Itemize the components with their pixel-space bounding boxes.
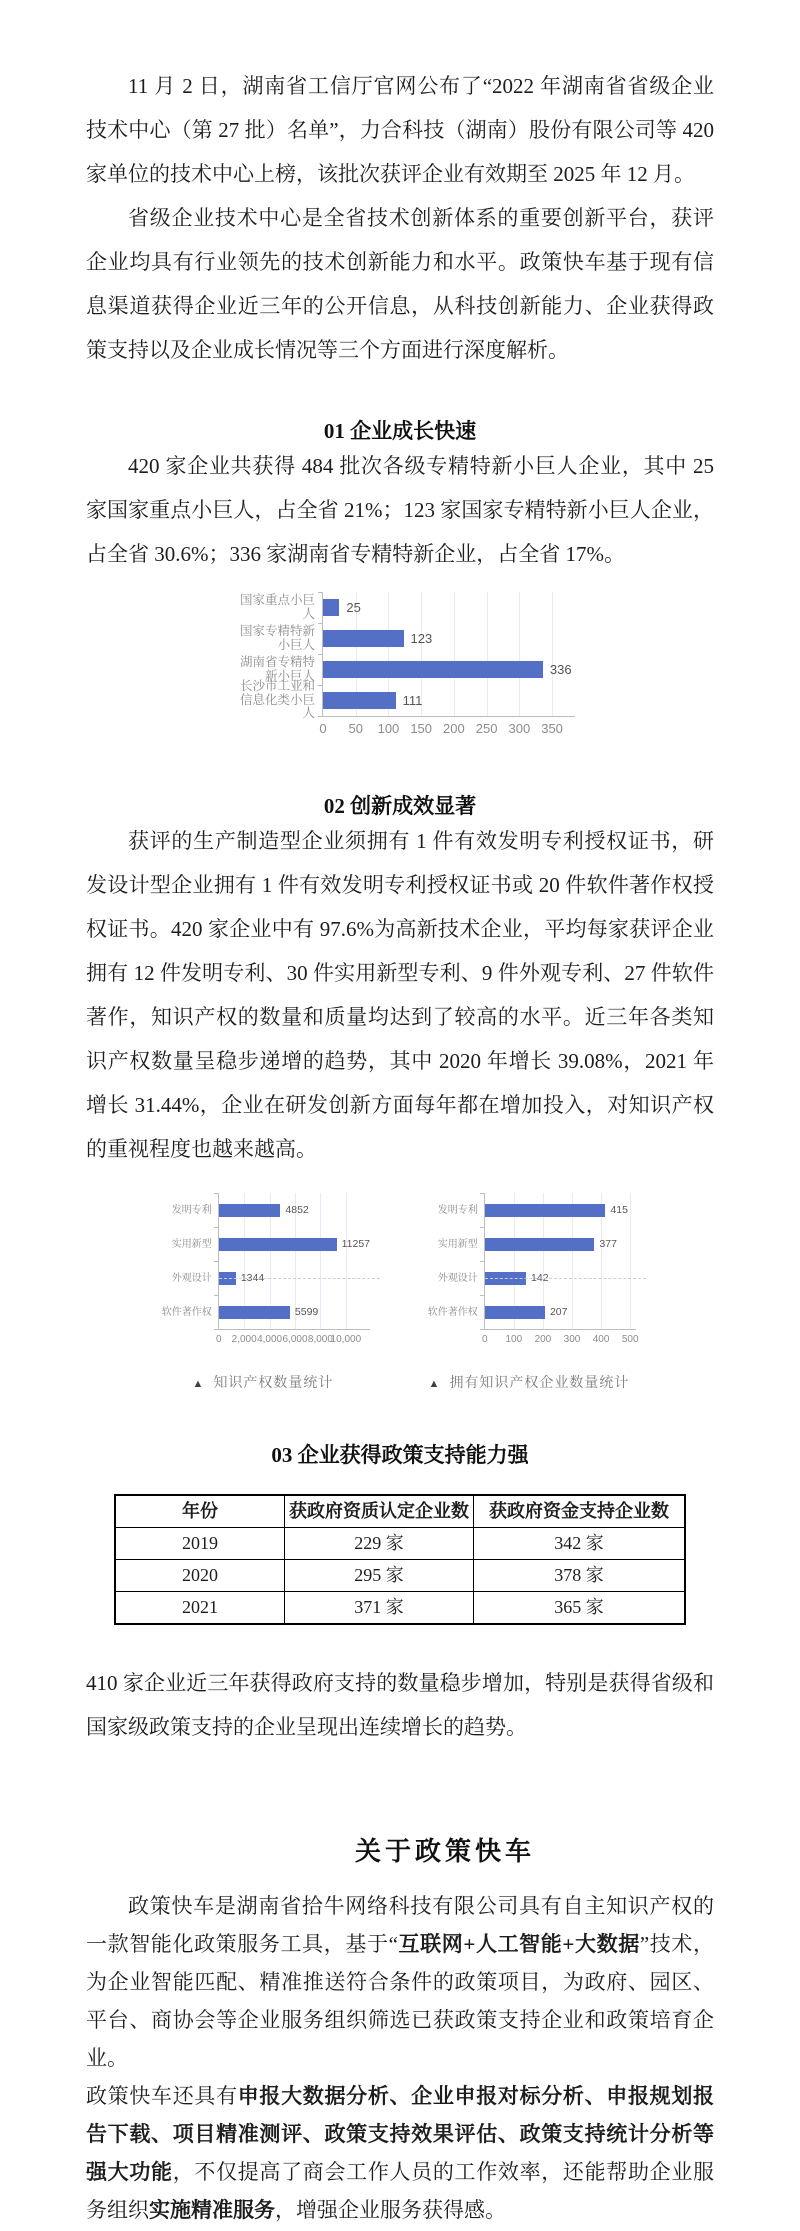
- bar: [323, 661, 543, 678]
- section-2-paragraph: 获评的生产制造型企业须拥有 1 件有效发明专利授权证书，研发设计型企业拥有 1 件有效发明专利授权证书或 20 件软件著作权授权证书。420 家企业中有 97.6%为高新技术企业，平均每家获评企业拥有 12 件发明专利、30 件实用新型专利、9 件外观专利、27 件软件著作，知识产权的数量和质量均达到了较高的水平。近三年各类知识产权数量呈稳步递增的趋势，其中 2020 年增长 39.08%，2021 年增长 31.44%，企业在研发创新方面每年都在增加投入，对知识产权的重视程度也越来越高。: [86, 829, 714, 1161]
- bar-row: [485, 1261, 636, 1295]
- axis-tick-label: 8,000: [307, 1334, 333, 1345]
- about-paragraph-1: [86, 1887, 714, 2077]
- bar-row: [485, 1227, 636, 1261]
- bar-row: [323, 623, 575, 654]
- category-label: 软件著作权: [427, 1306, 478, 1318]
- section-1-heading: 01 企业成长快速: [323, 419, 477, 443]
- table-cell: 229 家: [285, 1528, 474, 1560]
- section-3-heading: 03 企业获得政策支持能力强: [271, 1443, 529, 1467]
- bar-row: [485, 1295, 636, 1329]
- bar: [219, 1238, 337, 1251]
- text-segment: ，不仅提高了商会工作人员的工作效率，还能帮助企业服务组织: [86, 2160, 715, 2222]
- bar: [485, 1204, 606, 1217]
- table-header-cell: 获政府资金支持企业数: [474, 1495, 686, 1528]
- chart-plot-area: [215, 1193, 370, 1345]
- section-2-heading: 02 创新成效显著: [323, 794, 477, 818]
- text-segment: ”技术，为企业智能匹配、精准推送符合条件的政策项目，为政府、园区、平台、商协会等企业服务组织筛选已获政策支持企业和政策培育企业。: [86, 1932, 715, 2070]
- bar-row: [219, 1261, 370, 1295]
- axis-tick-label: 250: [475, 721, 498, 736]
- bar-value-label: 25: [346, 600, 361, 615]
- bar-value-label: 207: [549, 1306, 568, 1318]
- text-segment: 申报大数据分析、企业申报对标分析、申报规划报告下载、项目精准测评、政策支持效果评估、政策支持统计分析等强大功能: [86, 2084, 714, 2184]
- axis-tick-label: 6,000: [282, 1334, 308, 1345]
- axis-tick-label: 350: [541, 721, 563, 736]
- table-cell: 2019: [115, 1528, 285, 1560]
- bar-row: [323, 592, 575, 623]
- axis-tick-label: 0: [215, 1334, 222, 1345]
- table-row: [115, 1560, 685, 1592]
- table-row: [115, 1528, 685, 1560]
- bar: [219, 1272, 236, 1285]
- section-3-paragraph: 410 家企业近三年获得政府支持的数量稳步增加，特别是获得省级和国家级政策支持的企业呈现出连续增长的趋势。: [86, 1671, 714, 1739]
- ip-count-chart: [156, 1193, 370, 1350]
- about-heading: 关于政策快车: [354, 1837, 535, 1866]
- table-header-row: [115, 1495, 685, 1528]
- bar-value-label: 123: [410, 631, 433, 646]
- table-header-cell: 年份: [115, 1495, 285, 1528]
- caption-text: 拥有知识产权企业数量统计: [449, 1376, 630, 1391]
- category-label: 发明专利: [437, 1204, 478, 1216]
- ip-count-chart-caption: [156, 1372, 370, 1392]
- category-label: 湖南省专精特新小巨人: [239, 655, 315, 683]
- bar-row: [219, 1227, 370, 1261]
- category-label: 实用新型: [171, 1238, 212, 1250]
- bar-value-label: 4852: [285, 1204, 309, 1216]
- axis-tick-label: 200: [534, 1334, 552, 1345]
- table-header-cell: 获政府资质认定企业数: [285, 1495, 474, 1528]
- bar-value-label: 336: [549, 662, 572, 677]
- axis-tick-label: 50: [348, 721, 363, 736]
- bar: [485, 1272, 526, 1285]
- bar-row: [323, 654, 575, 685]
- category-label: 实用新型: [437, 1238, 478, 1250]
- table-cell: 342 家: [474, 1528, 686, 1560]
- ip-enterprise-chart: [422, 1193, 639, 1350]
- category-label: 软件著作权: [161, 1306, 212, 1318]
- axis-tick-label: 300: [563, 1334, 581, 1345]
- axis-tick-label: 200: [443, 721, 465, 736]
- axis-tick: [480, 1329, 485, 1330]
- caption-text: 知识产权数量统计: [213, 1376, 334, 1391]
- bar-value-label: 377: [599, 1238, 617, 1250]
- table-cell: 2020: [115, 1560, 285, 1592]
- about-paragraph-2: [86, 2077, 714, 2229]
- axis-tick-label: 100: [505, 1334, 523, 1345]
- bar-value-label: 5599: [294, 1306, 319, 1318]
- bar-value-label: 415: [610, 1204, 628, 1216]
- text-segment: 政策快车是湖南省拾牛网络科技有限公司具有自主知识产权的一款智能化政策服务工具，基于“: [86, 1894, 714, 1956]
- table-cell: 295 家: [285, 1560, 474, 1592]
- table-cell: 371 家: [285, 1592, 474, 1625]
- text-segment: ，增强企业服务获得感。: [275, 2198, 506, 2222]
- category-label: 外观设计: [171, 1272, 212, 1284]
- ip-enterprise-chart-caption: [422, 1372, 636, 1392]
- bar: [323, 630, 404, 647]
- chart-plot-area: [481, 1193, 639, 1345]
- category-label: 长沙市工业和信息化类小巨人: [239, 679, 315, 721]
- bar-row: [219, 1193, 370, 1227]
- axis-tick-label: 2,000: [231, 1334, 257, 1345]
- bar: [323, 599, 339, 616]
- chart-body: [156, 1193, 370, 1345]
- table-row: [115, 1592, 685, 1625]
- growth-bar-chart: [236, 592, 714, 741]
- category-label: 国家专精特新小巨人: [239, 624, 315, 652]
- ip-enterprise-chart-block: [422, 1193, 639, 1392]
- axis-tick-label: 400: [592, 1334, 610, 1345]
- triangle-marker-icon: ▲: [428, 1378, 441, 1390]
- intro-paragraph-2: 省级企业技术中心是全省技术创新体系的重要创新平台，获评企业均具有行业领先的技术创新能力和水平。政策快车基于现有信息渠道获得企业近三年的公开信息，从科技创新能力、企业获得政策支持以及企业成长情况等三个方面进行深度解析。: [86, 206, 714, 362]
- axis-tick-label: 100: [377, 721, 400, 736]
- axis-tick-label: 4,000: [257, 1334, 283, 1345]
- chart-body: [236, 592, 714, 736]
- section-1-paragraph: 420 家企业共获得 484 批次各级专精特新小巨人企业，其中 25 家国家重点小巨人，占全省 21%；123 家国家专精特新小巨人企业，占全省 30.6%；336 家湖南省专精特新企业，占全省 17%。: [86, 454, 714, 566]
- bar: [485, 1238, 595, 1251]
- category-label: 发明专利: [171, 1204, 212, 1216]
- axis-tick-label: 10,000: [330, 1334, 362, 1345]
- category-label: 外观设计: [437, 1272, 478, 1284]
- bar-value-label: 1344: [240, 1272, 265, 1284]
- ip-count-chart-block: [156, 1193, 370, 1392]
- chart-body: [422, 1193, 639, 1345]
- bar: [219, 1306, 290, 1319]
- bar-row: [323, 685, 575, 716]
- bar-value-label: 142: [531, 1272, 549, 1284]
- table-cell: 2021: [115, 1592, 285, 1625]
- table-cell: 365 家: [474, 1592, 686, 1625]
- axis-tick-label: 0: [481, 1334, 488, 1345]
- intro-paragraph-1: 11 月 2 日，湖南省工信厅官网公布了“2022 年湖南省省级企业技术中心（第 27 批）名单”，力合科技（湖南）股份有限公司等 420 家单位的技术中心上榜，该批次获评企业有效期至 2025 年 12 月。: [86, 74, 714, 186]
- axis-tick-label: 150: [410, 721, 433, 736]
- bar: [485, 1306, 545, 1319]
- bar: [219, 1204, 281, 1217]
- policy-support-table: [114, 1494, 686, 1625]
- category-axis-labels: [422, 1193, 484, 1330]
- ip-charts-row: [156, 1193, 714, 1392]
- chart-plot-area: [319, 592, 575, 736]
- axis-tick: [318, 716, 323, 717]
- bar: [323, 692, 396, 709]
- table-cell: 378 家: [474, 1560, 686, 1592]
- bar-value-label: 11257: [341, 1238, 370, 1250]
- axis-tick-label: 300: [508, 721, 531, 736]
- axis-tick: [214, 1329, 219, 1330]
- text-segment: 实施精准服务: [149, 2198, 275, 2222]
- bar-row: [219, 1295, 370, 1329]
- category-axis-labels: [236, 592, 322, 721]
- text-segment: 互联网+人工智能+大数据: [397, 1932, 640, 1956]
- category-axis-labels: [156, 1193, 218, 1330]
- bar-row: [485, 1193, 636, 1227]
- axis-tick-label: 500: [621, 1334, 639, 1345]
- axis-tick-label: 0: [319, 721, 327, 736]
- triangle-marker-icon: ▲: [192, 1378, 205, 1390]
- bar-value-label: 111: [402, 693, 423, 708]
- text-segment: 政策快车还具有: [86, 2084, 238, 2108]
- category-label: 国家重点小巨人: [239, 593, 315, 621]
